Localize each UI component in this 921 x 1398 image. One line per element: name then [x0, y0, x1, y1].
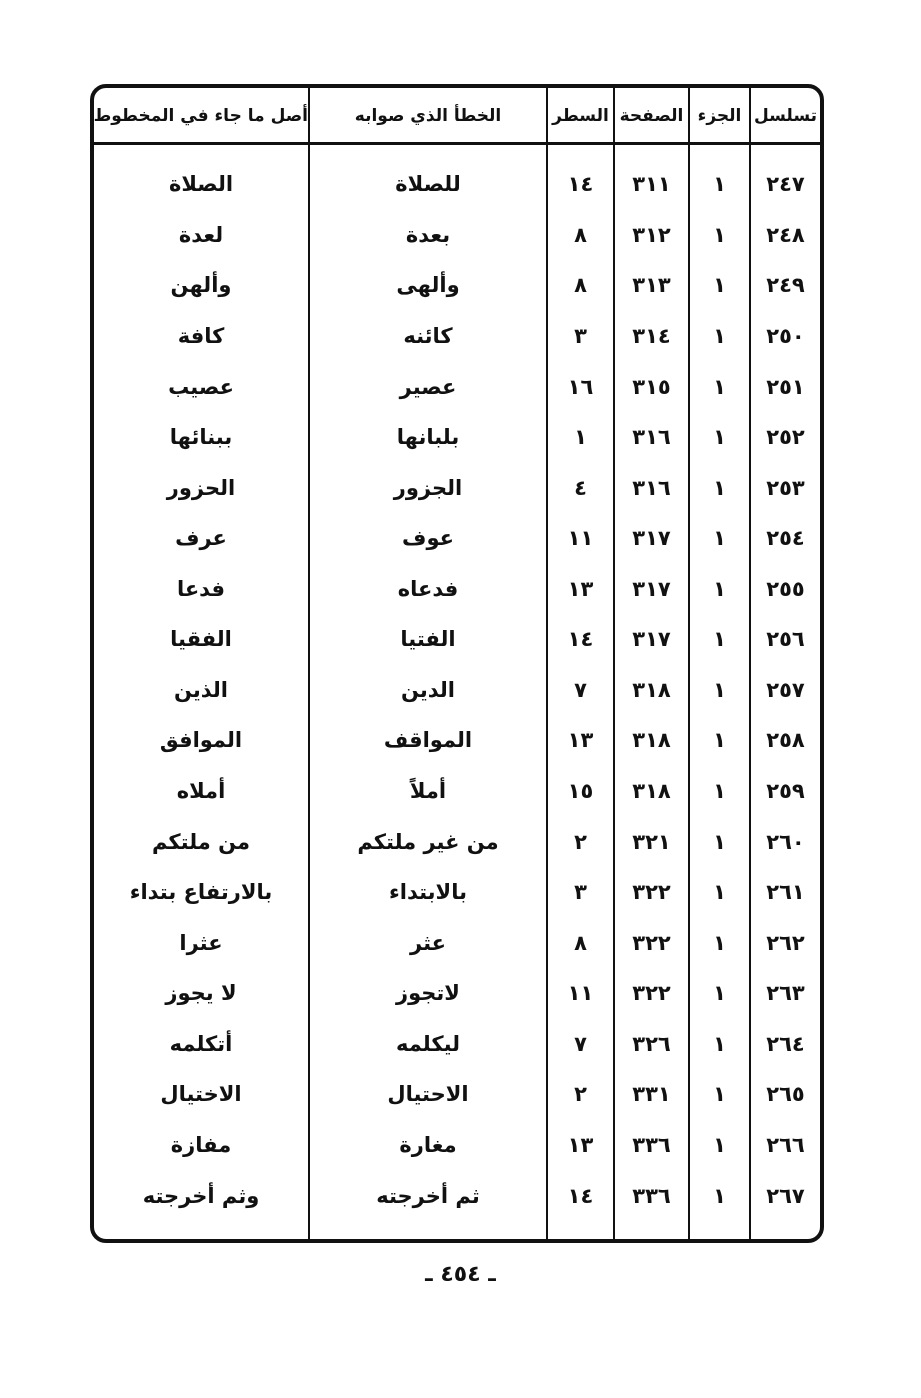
- cell-part: ١: [689, 665, 750, 716]
- cell-part: ١: [689, 867, 750, 918]
- cell-line: ٤: [547, 462, 614, 513]
- cell-page: ٣١٥: [614, 361, 689, 412]
- cell-part: ١: [689, 210, 750, 261]
- cell-part: ١: [689, 1069, 750, 1120]
- cell-line: ٧: [547, 665, 614, 716]
- cell-error: مغارة: [309, 1120, 547, 1171]
- header-line: السطر: [547, 88, 614, 144]
- cell-serial: ٢٥٨: [750, 715, 820, 766]
- cell-original: لا يجوز: [165, 981, 237, 1006]
- cell-page: ٣١١: [614, 144, 689, 210]
- cell-error: فدعاه: [309, 564, 547, 615]
- header-part: الجزء: [689, 88, 750, 144]
- cell-line: ١١: [547, 968, 614, 1019]
- cell-part: ١: [689, 412, 750, 463]
- header-serial: تسلسل: [750, 88, 820, 144]
- cell-page: ٣٢٢: [614, 917, 689, 968]
- cell-serial: ٢٥١: [750, 361, 820, 412]
- cell-page: ٣٢٢: [614, 968, 689, 1019]
- cell-error: الفتيا: [309, 614, 547, 665]
- cell-part: ١: [689, 513, 750, 564]
- cell-line: ١٦: [547, 361, 614, 412]
- cell-original: عثرا: [179, 930, 223, 955]
- cell-line: ٧: [547, 1018, 614, 1069]
- cell-error: عوف: [309, 513, 547, 564]
- cell-original: الذين: [174, 677, 228, 702]
- table-row: [94, 210, 820, 261]
- cell-original: أتكلمه: [169, 1031, 233, 1056]
- cell-serial: ٢٦١: [750, 867, 820, 918]
- cell-serial: ٢٥٩: [750, 766, 820, 817]
- cell-line: ٢: [547, 816, 614, 867]
- cell-serial: ٢٥٠: [750, 311, 820, 362]
- cell-serial: ٢٦٤: [750, 1018, 820, 1069]
- cell-page: ٣١٧: [614, 564, 689, 615]
- cell-error: وألهى: [309, 260, 547, 311]
- cell-original: الحزور: [166, 475, 236, 500]
- cell-original: فدعا: [176, 576, 226, 601]
- cell-error: ليكلمه: [309, 1018, 547, 1069]
- cell-page: ٣١٧: [614, 513, 689, 564]
- cell-serial: ٢٥٤: [750, 513, 820, 564]
- cell-page: ٣٣٦: [614, 1120, 689, 1171]
- cell-part: ١: [689, 715, 750, 766]
- cell-original: مفازة: [170, 1132, 232, 1157]
- cell-page: ٣٢٦: [614, 1018, 689, 1069]
- cell-line: ٨: [547, 260, 614, 311]
- cell-error: الدين: [309, 665, 547, 716]
- cell-error: بعدة: [309, 210, 547, 261]
- cell-line: ٣: [547, 311, 614, 362]
- cell-serial: ٢٦٦: [750, 1120, 820, 1171]
- cell-error: كائنه: [309, 311, 547, 362]
- cell-error: من غير ملتكم: [309, 816, 547, 867]
- cell-serial: ٢٤٩: [750, 260, 820, 311]
- cell-part: ١: [689, 462, 750, 513]
- cell-page: ٣٢١: [614, 816, 689, 867]
- cell-original: عصيب: [168, 374, 234, 399]
- cell-line: ٨: [547, 210, 614, 261]
- cell-error: المواقف: [309, 715, 547, 766]
- cell-line: ١٣: [547, 1120, 614, 1171]
- cell-serial: ٢٦٢: [750, 917, 820, 968]
- cell-original: الاختيال: [160, 1082, 242, 1107]
- table-row: [94, 1069, 820, 1120]
- cell-error: لاتجوز: [309, 968, 547, 1019]
- cell-page: ٣١٨: [614, 715, 689, 766]
- table-row: [94, 412, 820, 463]
- cell-part: ١: [689, 144, 750, 210]
- cell-original: وثم أخرجته: [142, 1183, 260, 1208]
- cell-line: ١٥: [547, 766, 614, 817]
- cell-original: لعدة: [178, 222, 224, 247]
- cell-serial: ٢٥٥: [750, 564, 820, 615]
- cell-page: ٣١٤: [614, 311, 689, 362]
- cell-line: ١١: [547, 513, 614, 564]
- cell-original: وألهن: [170, 273, 232, 298]
- cell-original: بالارتفاع بتداء: [129, 880, 273, 905]
- table-row: [94, 1018, 820, 1069]
- cell-error: للصلاة: [309, 144, 547, 210]
- table-row: [94, 513, 820, 564]
- table-row: [94, 260, 820, 311]
- table-row: [94, 766, 820, 817]
- cell-serial: ٢٦٧: [750, 1170, 820, 1239]
- cell-serial: ٢٥٣: [750, 462, 820, 513]
- cell-part: ١: [689, 917, 750, 968]
- cell-serial: ٢٦٥: [750, 1069, 820, 1120]
- header-original: أصل ما جاء في المخطوط: [94, 88, 309, 144]
- page-number: ـ ٤٥٤ ـ: [425, 1262, 496, 1287]
- cell-line: ١: [547, 412, 614, 463]
- cell-error: الجزور: [309, 462, 547, 513]
- cell-serial: ٢٥٧: [750, 665, 820, 716]
- cell-part: ١: [689, 1120, 750, 1171]
- table-row: [94, 715, 820, 766]
- table-row: [94, 144, 820, 210]
- table-row: [94, 361, 820, 412]
- cell-error: عصير: [309, 361, 547, 412]
- cell-page: ٣٣١: [614, 1069, 689, 1120]
- cell-page: ٣١٧: [614, 614, 689, 665]
- header-row: [94, 88, 820, 144]
- cell-error: الاحتيال: [309, 1069, 547, 1120]
- errata-table-frame: [90, 84, 824, 1243]
- cell-part: ١: [689, 311, 750, 362]
- errata-table: [94, 88, 820, 1239]
- table-row: [94, 614, 820, 665]
- header-error: الخطأ الذي صوابه: [309, 88, 547, 144]
- cell-page: ٣١٨: [614, 665, 689, 716]
- cell-original: عرف: [175, 526, 227, 551]
- cell-part: ١: [689, 614, 750, 665]
- cell-error: أملاً: [309, 766, 547, 817]
- cell-original: الموافق: [159, 728, 243, 753]
- cell-line: ١٤: [547, 1170, 614, 1239]
- cell-line: ٣: [547, 867, 614, 918]
- header-page: الصفحة: [614, 88, 689, 144]
- cell-original: الصلاة: [168, 172, 234, 197]
- table-header: [94, 88, 820, 144]
- cell-serial: ٢٦٣: [750, 968, 820, 1019]
- cell-line: ١٣: [547, 564, 614, 615]
- cell-line: ١٤: [547, 144, 614, 210]
- cell-page: ٣١٣: [614, 260, 689, 311]
- cell-original: الفقيا: [170, 627, 232, 652]
- table-row: [94, 462, 820, 513]
- cell-page: ٣١٢: [614, 210, 689, 261]
- cell-page: ٣١٦: [614, 412, 689, 463]
- table-row: [94, 816, 820, 867]
- table-row: [94, 867, 820, 918]
- cell-error: عثر: [309, 917, 547, 968]
- cell-serial: ٢٥٢: [750, 412, 820, 463]
- table-row: [94, 1170, 820, 1239]
- table-row: [94, 968, 820, 1019]
- cell-original: ببنائها: [169, 425, 233, 450]
- cell-page: ٣١٨: [614, 766, 689, 817]
- cell-line: ٨: [547, 917, 614, 968]
- table-row: [94, 1120, 820, 1171]
- cell-part: ١: [689, 1170, 750, 1239]
- cell-error: بالابتداء: [309, 867, 547, 918]
- cell-line: ١٣: [547, 715, 614, 766]
- table-row: [94, 917, 820, 968]
- cell-line: ١٤: [547, 614, 614, 665]
- table-row: [94, 665, 820, 716]
- cell-original: أملاه: [176, 778, 226, 803]
- cell-serial: ٢٤٨: [750, 210, 820, 261]
- cell-original: كافة: [177, 324, 225, 349]
- cell-part: ١: [689, 1018, 750, 1069]
- cell-serial: ٢٥٦: [750, 614, 820, 665]
- cell-line: ٢: [547, 1069, 614, 1120]
- cell-serial: ٢٤٧: [750, 144, 820, 210]
- cell-page: ٣٣٦: [614, 1170, 689, 1239]
- cell-part: ١: [689, 816, 750, 867]
- cell-page: ٣١٦: [614, 462, 689, 513]
- cell-serial: ٢٦٠: [750, 816, 820, 867]
- table-row: [94, 564, 820, 615]
- cell-part: ١: [689, 766, 750, 817]
- cell-part: ١: [689, 361, 750, 412]
- cell-part: ١: [689, 260, 750, 311]
- cell-page: ٣٢٢: [614, 867, 689, 918]
- table-body: [94, 144, 820, 1240]
- cell-error: ثم أخرجته: [309, 1170, 547, 1239]
- cell-part: ١: [689, 968, 750, 1019]
- cell-original: من ملتكم: [151, 829, 251, 854]
- cell-error: بلبانها: [309, 412, 547, 463]
- table-row: [94, 311, 820, 362]
- cell-part: ١: [689, 564, 750, 615]
